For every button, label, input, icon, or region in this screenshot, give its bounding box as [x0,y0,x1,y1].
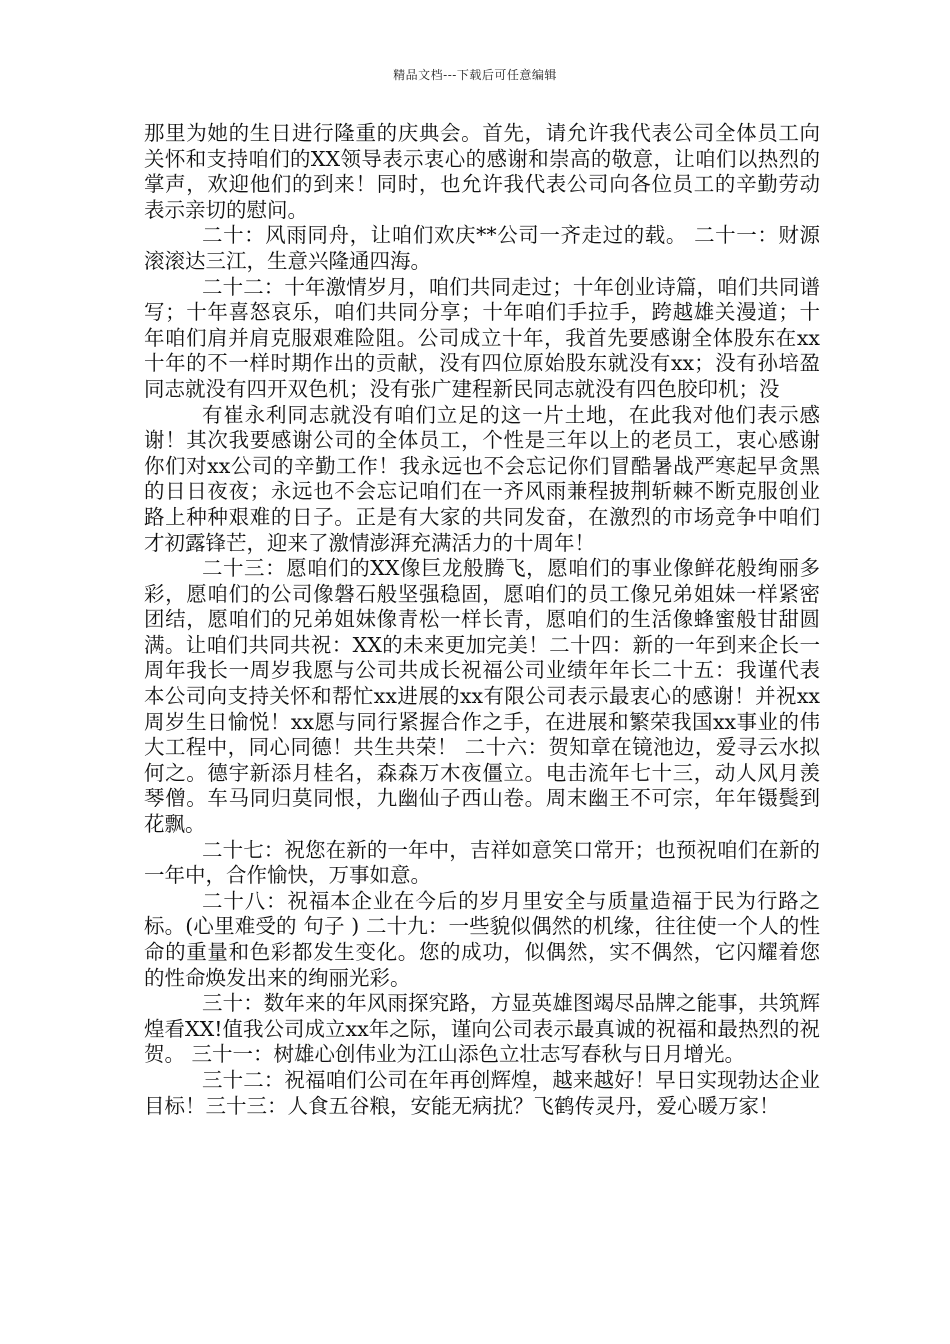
paragraph-22-continued: 有崔永利同志就没有咱们立足的这一片土地，在此我对他们表示感谢！其次我要感谢公司的全体员工，个性是三年以上的老员工，衷心感谢你们对xx公司的辛勤工作！我永远也不会忘记你们冒酷暑战严寒起早贪黑的日日夜夜；永远也不会忘记咱们在一齐风雨兼程披荆斩棘不断克服创业路上种种艰难的日子。正是有大家的共同发奋，在激烈的市场竞争中咱们才初露锋芒，迎来了激情澎湃充满活力的十周年！ [144,402,820,555]
paragraph-22: 二十二：十年激情岁月，咱们共同走过；十年创业诗篇，咱们共同谱写；十年喜怒哀乐，咱们共同分享；十年咱们手拉手，跨越雄关漫道；十年咱们肩并肩克服艰难险阻。公司成立十年，我首先要感谢全体股东在xx十年的不一样时期作出的贡献，没有四位原始股东就没有xx；没有孙培盈同志就没有四开双色机；没有张广建程新民同志就没有四色胶印机；没 [144,274,820,401]
paragraph-continuation: 那里为她的生日进行隆重的庆典会。首先，请允许我代表公司全体员工向关怀和支持咱们的XX领导表示衷心的感谢和崇高的敬意，让咱们以热烈的掌声，欢迎他们的到来！同时，也允许我代表公司向各位员工的辛勤劳动表示亲切的慰问。 [144,121,820,222]
paragraph-32-33: 三十二：祝福咱们公司在年再创辉煌，越来越好！早日实现勃达企业目标！三十三：人食五谷粮，安能无病扰？飞鹤传灵丹，爱心暖万家！ [144,1067,820,1118]
body-text [144,121,820,1119]
paragraph-30-31: 三十：数年来的年风雨探究路，方显英雄图竭尽品牌之能事，共筑辉煌看XX!值我公司成立xx年之际，谨向公司表示最真诚的祝福和最热烈的祝贺。 三十一：树雄心创伟业为江山添色立壮志写春秋与日月增光。 [144,991,820,1067]
running-header: 精品文档---下载后可任意编辑 [393,68,557,82]
paragraph-20-21: 二十：风雨同舟，让咱们欢庆**公司一齐走过的载。 二十一：财源滚滚达三江，生意兴隆通四海。 [144,223,820,273]
paragraph-23-26: 二十三：愿咱们的XX像巨龙般腾飞，愿咱们的事业像鲜花般绚丽多彩，愿咱们的公司像磐石般坚强稳固，愿咱们的员工像兄弟姐妹一样紧密团结，愿咱们的兄弟姐妹像青松一样长青，愿咱们的生活像蜂蜜般甘甜圆满。让咱们共同共祝：XX的未来更加完美！二十四：新的一年到来企长一周年我长一周岁我愿与公司共成长祝福公司业绩年年长二十五：我谨代表本公司向支持关怀和帮忙xx进展的xx有限公司表示最衷心的感谢！并祝xx周岁生日愉悦！xx愿与同行紧握合作之手，在进展和繁荣我国xx事业的伟大工程中，同心同德！共生共荣！ 二十六：贺知章在镜池边，爱寻云水拟何之。德宇新添月桂名，森森万木夜僵立。电击流年七十三，动人风月羡琴僧。车马同归莫同恨，九幽仙子西山卷。周末幽王不可宗，年年镊鬓到花飘。 [144,556,820,837]
paragraph-27: 二十七：祝您在新的一年中，吉祥如意笑口常开；也预祝咱们在新的一年中，合作愉快，万事如意。 [144,837,820,888]
paragraph-28-29: 二十八：祝福本企业在今后的岁月里安全与质量造福于民为行路之标。(心里难受的 句子 ) 二十九：一些貌似偶然的机缘，往往使一个人的性命的重量和色彩都发生变化。您的成功，似偶然，实不偶然，它闪耀着您的性命焕发出来的绚丽光彩。 [144,888,820,990]
